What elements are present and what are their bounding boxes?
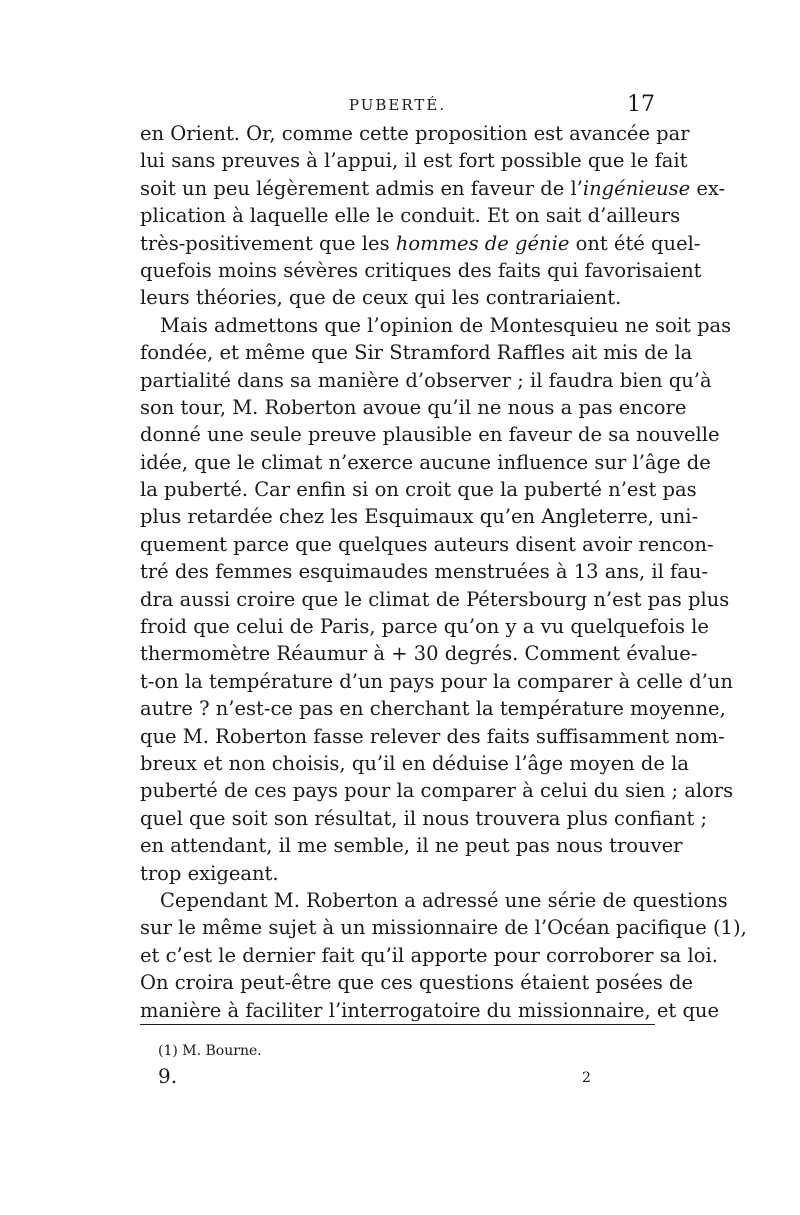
text-line: idée, que le climat n’exerce aucune influence sur l’âge de [140, 450, 711, 474]
text-line: lui sans preuves à l’appui, il est fort possible que le fait [140, 149, 688, 173]
text-line: en Orient. Or, comme cette proposition est avancée par [140, 122, 690, 145]
text-line: froid que celui de Paris, parce qu’on y a vu quelquefois le [140, 615, 709, 639]
text-line: fondée, et même que Sir Stramford Raffles ait mis de la [140, 341, 693, 365]
text-line: plication à laquelle elle le conduit. Et on sait d’ailleurs [140, 204, 681, 228]
text-line: Cependant M. Roberton a adressé une série de questions [160, 888, 728, 912]
text-line: et c’est le dernier fait qu’il apporte pour corroborer sa loi. [140, 943, 718, 967]
text-line: On croira peut-être que ces questions étaient posées de [140, 971, 694, 995]
page-number: 17 [627, 92, 655, 117]
text-line: Mais admettons que l’opinion de Montesquieu ne soit pas [160, 313, 732, 337]
text-line: autre ? n’est-ce pas en cherchant la température moyenne, [140, 697, 726, 721]
text-line: breux et non choisis, qu’il en déduise l’âge moyen de la [140, 751, 689, 775]
text-line: manière à faciliter l’interrogatoire du missionnaire, et que [140, 998, 720, 1022]
text-line: soit un peu légèrement admis en faveur de l’ingénieuse ex- [140, 176, 726, 200]
signature-mark: 9. [158, 1064, 178, 1088]
text-line: dra aussi croire que le climat de Pétersbourg n’est pas plus [140, 587, 730, 611]
text-line: thermomètre Réaumur à + 30 degrés. Comment évalue- [140, 642, 698, 666]
text-line: quement parce que quelques auteurs disent avoir rencon- [140, 532, 714, 556]
text-line: que M. Roberton fasse relever des faits suffisamment nom- [140, 724, 725, 748]
footnote: (1) M. Bourne. [158, 1043, 262, 1059]
text-line: en attendant, il me semble, il ne peut pas nous trouver [140, 834, 683, 858]
footnote-rule [140, 1024, 655, 1025]
text-line: tré des femmes esquimaudes menstruées à 13 ans, il fau- [140, 560, 709, 584]
text-line: plus retardée chez les Esquimaux qu’en Angleterre, uni- [140, 505, 699, 529]
text-line: très-positivement que les hommes de génie ont été quel- [140, 231, 701, 255]
text-line: son tour, M. Roberton avoue qu’il ne nous a pas encore [140, 395, 687, 419]
running-title: PUBERTÉ. [348, 96, 447, 114]
text-line: donné une seule preuve plausible en faveur de sa nouvelle [140, 423, 720, 447]
text-line: trop exigeant. [140, 861, 279, 885]
text-line: la puberté. Car enfin si on croit que la puberté n’est pas [140, 478, 697, 502]
text-line: quel que soit son résultat, il nous trouvera plus confiant ; [140, 806, 708, 830]
text-line: quefois moins sévères critiques des faits qui favorisaient [140, 258, 702, 282]
text-line: partialité dans sa manière d’observer ; il faudra bien qu’à [140, 368, 712, 392]
text-line: leurs théories, que de ceux qui les contrariaient. [140, 286, 622, 310]
body-text [140, 120, 747, 1024]
text-line: t-on la température d’un pays pour la comparer à celle d’un [140, 669, 733, 693]
text-line: sur le même sujet à un missionnaire de l’Océan pacifique (1), [140, 916, 747, 940]
sheet-number: 2 [582, 1070, 591, 1086]
text-line: puberté de ces pays pour la comparer à celui du sien ; alors [140, 779, 734, 803]
